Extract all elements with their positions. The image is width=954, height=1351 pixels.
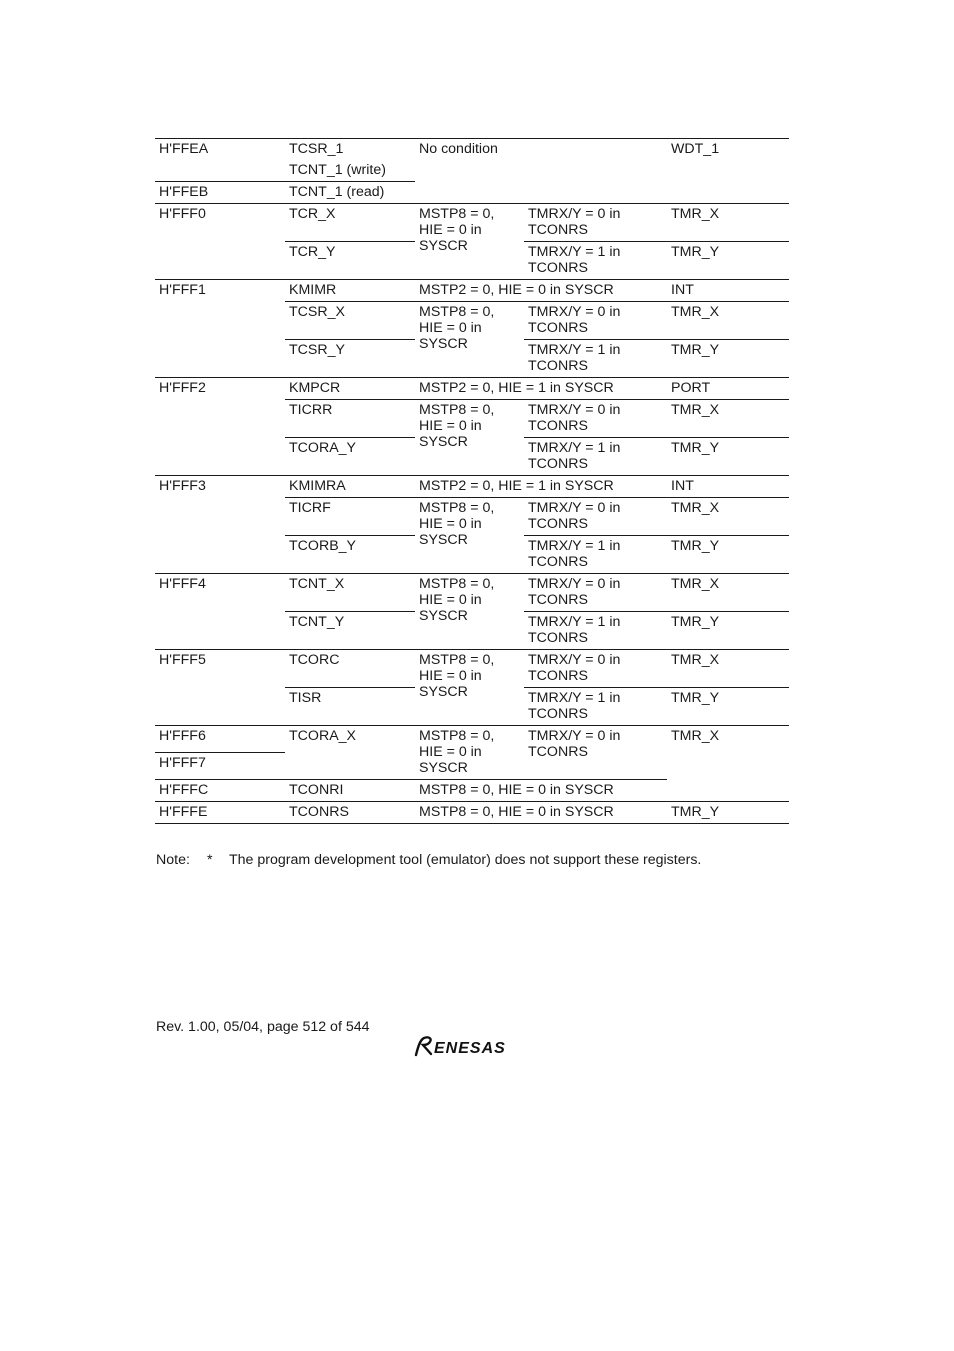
- address-cell: H'FFF3: [155, 476, 285, 574]
- condition-cell: MSTP8 = 0, HIE = 0 in SYSCR: [415, 302, 524, 378]
- table-row: [155, 726, 789, 753]
- sub-condition-cell: TMRX/Y = 1 in TCONRS: [524, 536, 667, 574]
- module-cell: TMR_X: [667, 498, 789, 536]
- sub-condition-cell: TMRX/Y = 1 in TCONRS: [524, 242, 667, 280]
- register-cell: TCNT_1 (read): [285, 182, 415, 204]
- module-cell: INT: [667, 280, 789, 302]
- register-cell: TCONRS: [285, 802, 415, 824]
- note-text: The program development tool (emulator) does not support these registers.: [229, 852, 702, 868]
- module-cell: INT: [667, 476, 789, 498]
- module-cell: TMR_Y: [667, 612, 789, 650]
- note-label: Note:: [156, 852, 190, 868]
- register-table: [155, 138, 789, 824]
- address-cell: H'FFF5: [155, 650, 285, 726]
- sub-condition-cell: TMRX/Y = 1 in TCONRS: [524, 688, 667, 726]
- table-row: [155, 280, 789, 302]
- condition-cell: No condition: [415, 139, 667, 204]
- condition-cell: MSTP8 = 0, HIE = 0 in SYSCR: [415, 498, 524, 574]
- condition-cell: MSTP2 = 0, HIE = 1 in SYSCR: [415, 378, 667, 400]
- renesas-logo: [414, 1034, 534, 1063]
- condition-cell: MSTP8 = 0, HIE = 0 in SYSCR: [415, 780, 667, 802]
- module-cell: WDT_1: [667, 139, 789, 204]
- module-cell: TMR_X: [667, 204, 789, 242]
- address-cell: H'FFEA: [155, 139, 285, 161]
- address-cell: H'FFF1: [155, 280, 285, 378]
- module-cell: TMR_X: [667, 302, 789, 340]
- sub-condition-cell: TMRX/Y = 1 in TCONRS: [524, 612, 667, 650]
- table-row: [155, 650, 789, 688]
- register-cell: TCORB_Y: [285, 536, 415, 574]
- register-cell: TCNT_Y: [285, 612, 415, 650]
- module-cell: TMR_X: [667, 650, 789, 688]
- register-cell: TCORA_Y: [285, 438, 415, 476]
- module-cell: TMR_Y: [667, 438, 789, 476]
- module-cell: TMR_X: [667, 726, 789, 802]
- svg-text:ENESAS: ENESAS: [434, 1040, 506, 1057]
- table-row: [155, 802, 789, 824]
- address-cell: H'FFEB: [155, 182, 285, 204]
- module-cell: TMR_X: [667, 574, 789, 612]
- register-cell: TICRR: [285, 400, 415, 438]
- page-footer: Rev. 1.00, 05/04, page 512 of 544: [156, 1019, 370, 1035]
- table-row: [155, 574, 789, 612]
- renesas-logo-image: [414, 1034, 534, 1058]
- condition-cell: MSTP2 = 0, HIE = 1 in SYSCR: [415, 476, 667, 498]
- register-cell: TCNT_X: [285, 574, 415, 612]
- table-row: [155, 139, 789, 161]
- condition-cell: MSTP8 = 0, HIE = 0 in SYSCR: [415, 400, 524, 476]
- module-cell: TMR_Y: [667, 688, 789, 726]
- register-cell: TCR_Y: [285, 242, 415, 280]
- register-cell: TCSR_X: [285, 302, 415, 340]
- condition-cell: MSTP8 = 0, HIE = 0 in SYSCR: [415, 650, 524, 726]
- condition-cell: MSTP8 = 0, HIE = 0 in SYSCR: [415, 802, 667, 824]
- address-cell: H'FFFE: [155, 802, 285, 824]
- address-cell: H'FFF2: [155, 378, 285, 476]
- module-cell: TMR_Y: [667, 802, 789, 824]
- table-row: [155, 204, 789, 242]
- register-cell: TCNT_1 (write): [289, 162, 386, 178]
- sub-condition-cell: TMRX/Y = 0 in TCONRS: [524, 650, 667, 688]
- sub-condition-cell: TMRX/Y = 0 in TCONRS: [524, 574, 667, 612]
- module-cell: PORT: [667, 378, 789, 400]
- address-cell: H'FFF0: [155, 204, 285, 280]
- address-cell: H'FFF4: [155, 574, 285, 650]
- register-cell: TCSR_1: [285, 139, 415, 161]
- table-row: [155, 476, 789, 498]
- register-cell: KMIMR: [285, 280, 415, 302]
- sub-condition-cell: TMRX/Y = 0 in TCONRS: [524, 302, 667, 340]
- note-asterisk: *: [207, 852, 213, 868]
- condition-cell: MSTP8 = 0, HIE = 0 in SYSCR: [415, 574, 524, 650]
- register-cell: TCSR_Y: [285, 340, 415, 378]
- address-cell: H'FFF7: [155, 753, 285, 780]
- address-cell: H'FFF6: [155, 726, 285, 753]
- module-cell: TMR_X: [667, 400, 789, 438]
- address-cell: [155, 160, 285, 182]
- register-cell: TCORA_X: [285, 726, 415, 780]
- register-cell: KMIMRA: [285, 476, 415, 498]
- module-cell: TMR_Y: [667, 242, 789, 280]
- sub-condition-cell: TMRX/Y = 0 in TCONRS: [524, 498, 667, 536]
- register-cell: TCR_X: [285, 204, 415, 242]
- condition-cell: MSTP8 = 0, HIE = 0 in SYSCR: [415, 204, 524, 280]
- address-cell: H'FFFC: [155, 780, 285, 802]
- condition-cell: MSTP8 = 0, HIE = 0 in SYSCR: [415, 726, 524, 780]
- register-cell: KMPCR: [285, 378, 415, 400]
- sub-condition-cell: TMRX/Y = 0 in TCONRS: [524, 726, 667, 780]
- module-cell: TMR_Y: [667, 536, 789, 574]
- table-row: [155, 378, 789, 400]
- sub-condition-cell: TMRX/Y = 0 in TCONRS: [524, 400, 667, 438]
- register-cell: TICRF: [285, 498, 415, 536]
- sub-condition-cell: TMRX/Y = 0 in TCONRS: [524, 204, 667, 242]
- register-cell: TCONRI: [285, 780, 415, 802]
- module-cell: TMR_Y: [667, 340, 789, 378]
- register-cell: TCORC: [285, 650, 415, 688]
- register-table-container: [155, 138, 789, 824]
- sub-condition-cell: TMRX/Y = 1 in TCONRS: [524, 438, 667, 476]
- sub-condition-cell: TMRX/Y = 1 in TCONRS: [524, 340, 667, 378]
- register-cell: TISR: [285, 688, 415, 726]
- condition-cell: MSTP2 = 0, HIE = 0 in SYSCR: [415, 280, 667, 302]
